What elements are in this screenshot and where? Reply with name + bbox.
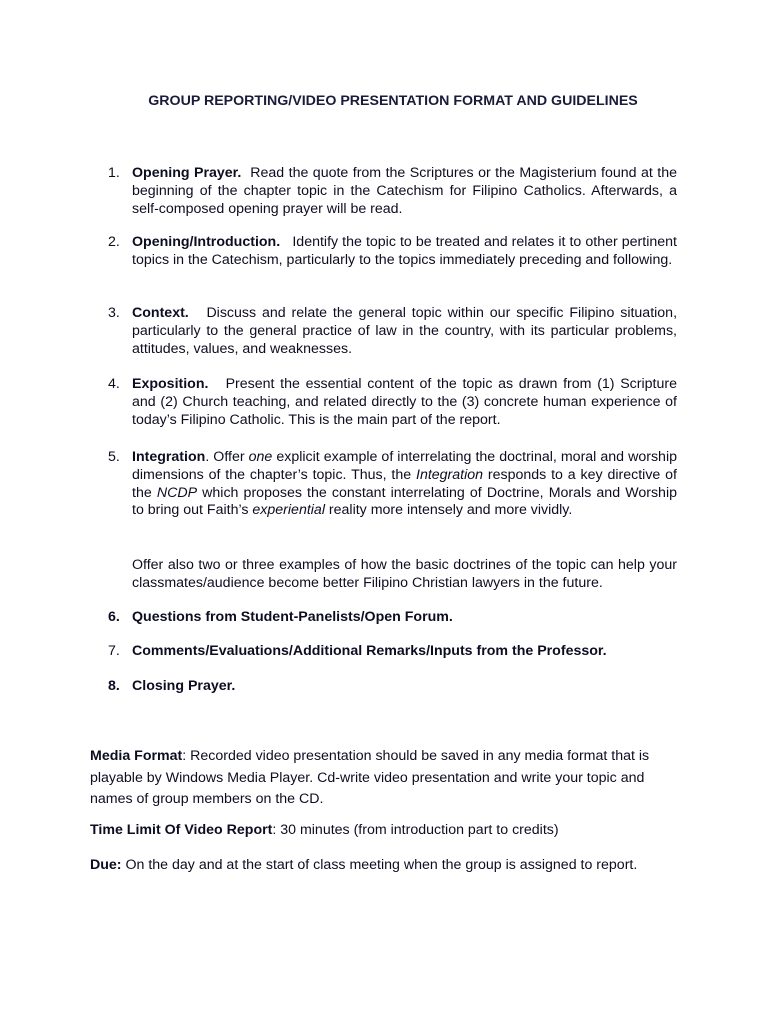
item-text: Read the quote from the Scriptures or the Magisterium found at the beginning of the chapter topic in the Catechism for Filipino Catholics. Afterwards, a self-composed opening prayer will be read. xyxy=(132,165,678,217)
item-text-em2: Integration xyxy=(416,466,484,483)
item-text-em1: one xyxy=(248,449,273,465)
item-heading: Opening Prayer. xyxy=(132,165,242,181)
media-format-paragraph xyxy=(90,746,680,811)
item-heading: Context. xyxy=(132,305,189,321)
item-heading: Closing Prayer. xyxy=(132,678,236,694)
item-heading: Questions from Student-Panelists/Open Forum. xyxy=(132,609,453,625)
item-text-em4: experiential xyxy=(252,502,325,519)
item-heading: Integration xyxy=(132,449,206,465)
document-title: GROUP REPORTING/VIDEO PRESENTATION FORMAT AND GUIDELINES xyxy=(148,93,638,109)
item-text-part3: responds to a key directive of the xyxy=(132,466,677,501)
media-format-label: Media Format xyxy=(90,748,183,764)
media-format-text: : Recorded video presentation should be saved in any media format that is playable by Windows Media Player. Cd-write video presentation and write your topic and names of group members on the CD. xyxy=(90,748,650,807)
item-text: Discuss and relate the general topic within our specific Filipino situation, particularly to the general practice of law in the country, with its particular problems, attitudes, values, and weaknesses. xyxy=(132,305,678,357)
time-limit-label: Time Limit Of Video Report xyxy=(90,822,273,838)
time-limit-paragraph xyxy=(90,820,680,842)
item-body xyxy=(132,449,677,520)
due-paragraph xyxy=(90,855,680,877)
integration-extra-paragraph: Offer also two or three examples of how the basic doctrines of the topic can help your classmates/audience become better Filipino Christian lawyers in the future. xyxy=(132,557,677,591)
item-body xyxy=(132,376,677,429)
item-heading: Comments/Evaluations/Additional Remarks/Inputs from the Professor. xyxy=(132,643,607,659)
item-body xyxy=(132,165,677,218)
item-number: 3. xyxy=(108,305,120,321)
item-body xyxy=(132,643,677,661)
item-number: 4. xyxy=(108,376,120,392)
due-text: On the day and at the start of class meeting when the group is assigned to report. xyxy=(121,857,638,873)
item-number: 2. xyxy=(108,234,120,250)
item-number: 1. xyxy=(108,165,120,181)
time-limit-text: : 30 minutes (from introduction part to credits) xyxy=(272,822,559,838)
item-text: Present the essential content of the topic as drawn from (1) Scripture and (2) Church teaching, and related directly to the (3) concrete human experience of today’s Filipino Catholic. This is the main part of the report. xyxy=(132,376,677,428)
item-body xyxy=(132,609,677,627)
item-number: 7. xyxy=(108,643,120,659)
item-body xyxy=(132,234,677,270)
item-number: 5. xyxy=(108,449,120,465)
item-text-part4: which proposes the constant interrelating of Doctrine, Morals and Worship to bring out Faith’s xyxy=(132,484,677,519)
item-heading: Exposition. xyxy=(132,376,209,392)
item-text-part2: explicit example of interrelating the doctrinal, moral and worship dimensions of the chapter’s topic. Thus, the xyxy=(132,449,677,483)
item-number: 8. xyxy=(108,678,120,694)
item-text-part5: reality more intensely and more vividly. xyxy=(324,502,573,519)
item-text: Identify the topic to be treated and relates it to other pertinent topics in the Catechism, particularly to the topics immediately preceding and following. xyxy=(132,234,677,268)
item-number: 6. xyxy=(108,609,120,625)
item-body xyxy=(132,305,677,358)
item-heading: Opening/Introduction. xyxy=(132,234,281,250)
item-body xyxy=(132,678,677,696)
due-label: Due: xyxy=(90,857,122,873)
item-text-em3: NCDP xyxy=(156,484,198,501)
item-text-part1: . Offer xyxy=(205,449,249,465)
